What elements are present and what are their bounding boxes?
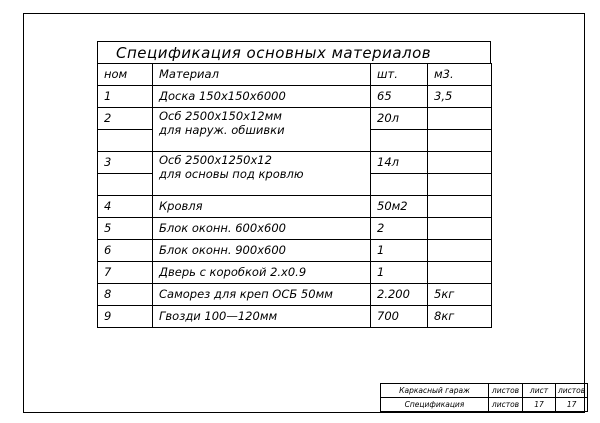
row-volume [428,108,492,130]
row-num: 3 [98,152,153,174]
row-num: 6 [98,240,153,262]
header-volume: м3. [428,64,492,86]
row-material [153,108,371,152]
stamp-sheets-label-2: листов [556,384,588,398]
table-row [98,218,492,240]
row-num: 2 [98,108,153,130]
table-row [98,240,492,262]
row-material: Саморез для креп ОСБ 50мм [153,284,371,306]
stamp-project: Каркасный гараж [381,384,489,398]
row-material: Блок оконн. 600х600 [153,218,371,240]
row-material: Гвозди 100—120мм [153,306,371,328]
row-material: Блок оконн. 900х600 [153,240,371,262]
row-num: 5 [98,218,153,240]
row-material: Дверь с коробкой 2.х0.9 [153,262,371,284]
row-volume [428,262,492,284]
row-material: Доска 150х150х6000 [153,86,371,108]
row-qty: 50м2 [371,196,428,218]
stamp-sheets-num: 17 [556,398,588,412]
row-num: 8 [98,284,153,306]
table-row [98,196,492,218]
row-num: 4 [98,196,153,218]
row-qty: 20л [371,108,428,130]
material-line: Осб 2500х1250х12 [159,153,272,167]
table-row [98,152,492,174]
stamp-doc: Спецификация [381,398,489,412]
row-material: Кровля [153,196,371,218]
row-qty: 2 [371,218,428,240]
row-volume [428,196,492,218]
stamp-sheet-num: 17 [523,398,556,412]
row-material [153,152,371,196]
spec-table [97,63,492,328]
table-row [98,86,492,108]
row-num: 9 [98,306,153,328]
row-qty: 1 [371,262,428,284]
material-line: для основы под кровлю [159,167,304,181]
title-block [380,383,588,412]
header-row [98,64,492,86]
row-volume: 5кг [428,284,492,306]
table-row [98,108,492,130]
row-volume: 8кг [428,306,492,328]
header-qty: шт. [371,64,428,86]
header-material: Материал [153,64,371,86]
table-row [98,284,492,306]
stamp-sheets-label-3: листов [489,398,523,412]
header-num: ном [98,64,153,86]
row-volume: 3,5 [428,86,492,108]
table-row [98,306,492,328]
stamp-sheet-label: лист [523,384,556,398]
table-row [98,262,492,284]
row-volume [428,152,492,174]
row-num: 1 [98,86,153,108]
material-line: для наруж. обшивки [159,123,285,137]
row-qty: 65 [371,86,428,108]
row-volume [428,240,492,262]
spec-title: Спецификация основных материалов [97,41,491,63]
row-num: 7 [98,262,153,284]
row-qty: 14л [371,152,428,174]
stamp-sheets-label: листов [489,384,523,398]
row-qty: 1 [371,240,428,262]
row-qty: 2.200 [371,284,428,306]
row-volume [428,218,492,240]
row-qty: 700 [371,306,428,328]
material-line: Осб 2500х150х12мм [159,109,282,123]
